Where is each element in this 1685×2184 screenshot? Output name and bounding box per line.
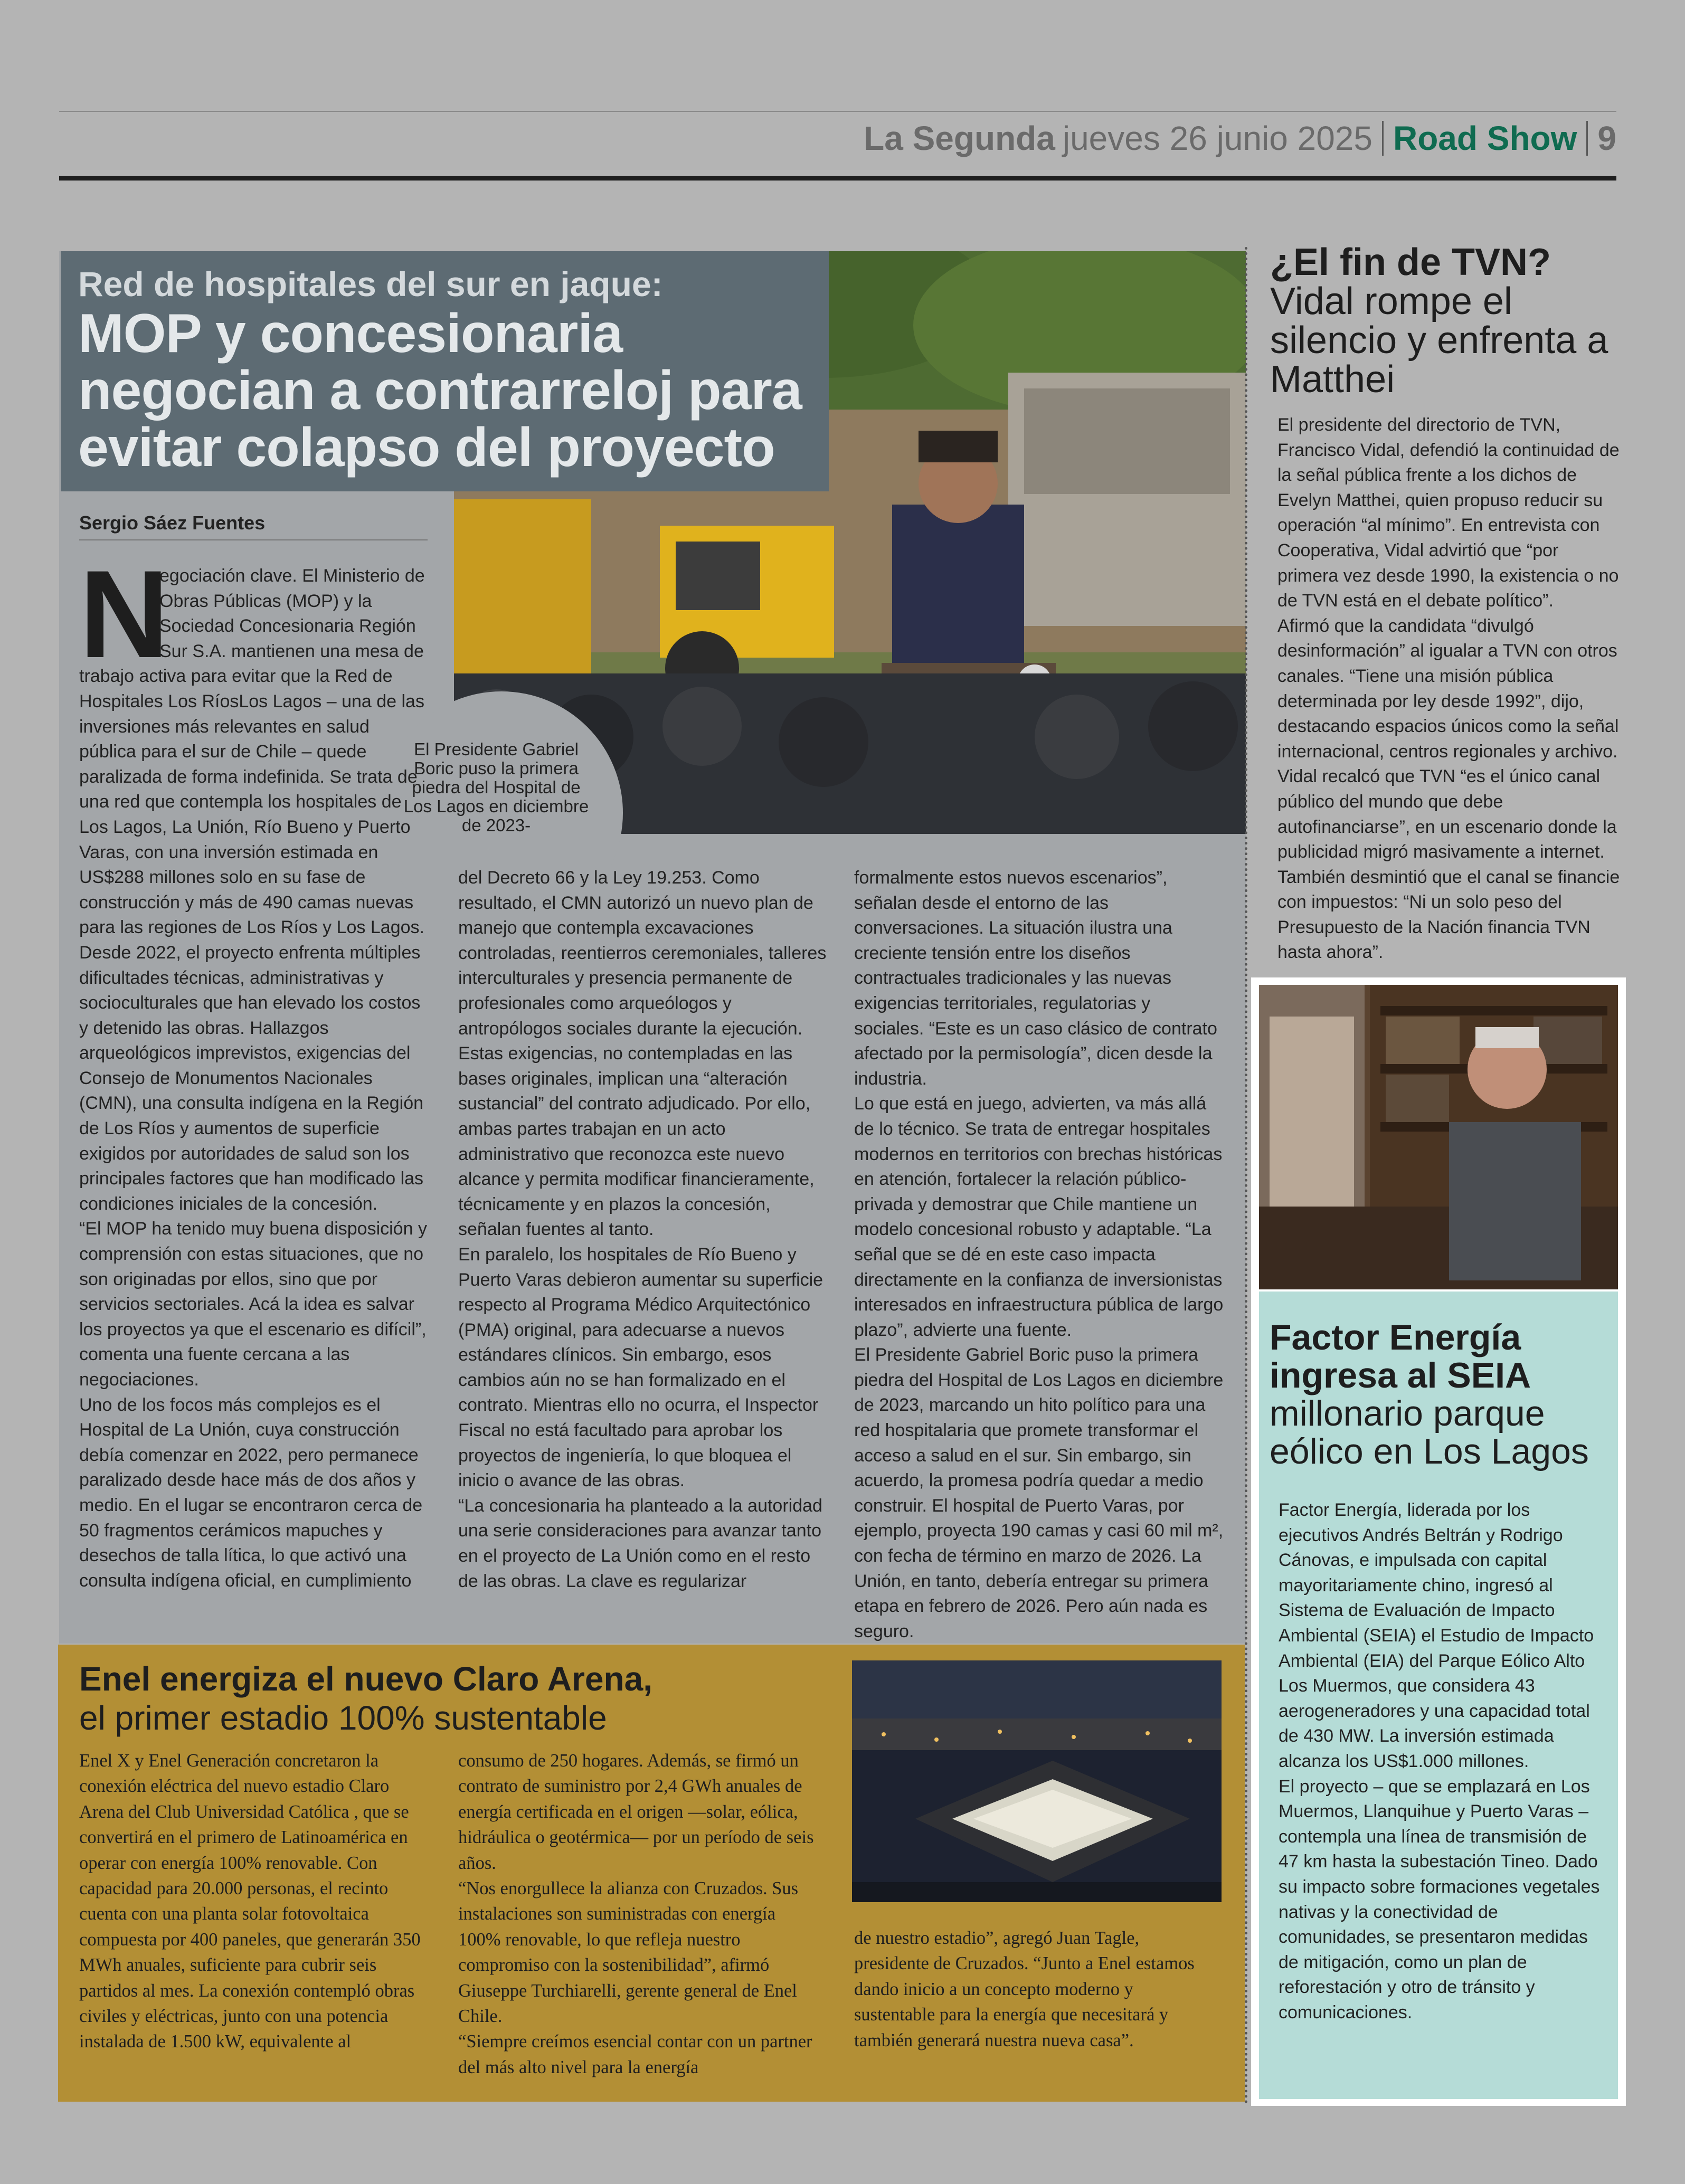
paragraph: Enel X y Enel Generación concretaron la conexión eléctrica del nuevo estadio Claro Arena del Club Universidad Católica , que se convertirá en el primero de Latinoamérica en operar con energía 100% renovable. Con capacidad para 20.000 personas, el recinto cuenta con una planta solar fotovoltaica compuesta por 400 paneles, que generarán 350 MWh anuales, suficiente para cubrir seis partidos al mes. La conexión contempló obras civiles y eléctricas, junto con una potencia instalada de 1.500 kW, equivalente al [79, 1751, 421, 2052]
paragraph: formalmente estos nuevos escenarios”, señalan desde el entorno de las conversaciones. La situación ilustra una creciente tensión entre los diseños contractuales tradicionales y las nuevas exigencias territoriales, regulatorias y sociales. “Este es un caso clásico de contrato afectado por la permisología”, dicen desde la industria. [854, 868, 1217, 1089]
factor-story-photo [1259, 985, 1618, 1289]
tvn-headline-rest: Vidal rompe el silencio y enfrenta a Matthei [1270, 280, 1608, 401]
enel-column-1 [79, 1748, 432, 2055]
dropcap-box [79, 545, 169, 684]
header-top-rule [59, 111, 1616, 112]
main-headline: MOP y concesionaria negocian a contrarreloj para evitar colapso del proyecto [78, 303, 802, 478]
paragraph: Vidal recalcó que TVN “es el único canal público del mundo que debe autofinanciarse”, en un escenario donde la publicidad migró masivamente a internet. También desmintió que el canal se financie con impuestos: “Ni un solo peso del Presupuesto de la Nación financia TVN hasta ahora”. [1277, 766, 1620, 963]
main-story-column-3 [854, 866, 1224, 1644]
header-bottom-rule [59, 176, 1616, 181]
paragraph: consumo de 250 hogares. Además, se firmó un contrato de suministro por 2,4 GWh anuales de energía certificada en el origen —solar, eólica, hidráulica o geotérmica— por un período de seis años. [458, 1751, 814, 1873]
header-divider [1586, 121, 1588, 156]
publication-name: La Segunda [864, 119, 1055, 157]
tvn-headline-bold: ¿El fin de TVN? [1270, 241, 1551, 283]
paragraph: El Presidente Gabriel Boric puso la primera piedra del Hospital de Los Lagos en diciembre de 2023, marcando un hito político para una red hospitalaria que promete transformar el acceso a salud en el sur. Sin embargo, sin acuerdo, la promesa podría quedar a medio construir. El hospital de Puerto Varas, por ejemplo, proyecta 190 camas y casi 60 mil m², con fecha de término en marzo de 2026. La Unión, en tanto, debería entregar su primera etapa en febrero de 2026. Pero aún nada es seguro. [854, 1345, 1224, 1641]
issue-date: jueves 26 junio 2025 [1062, 119, 1372, 157]
factor-headline-bold: Factor Energía ingresa al SEIA [1270, 1317, 1531, 1395]
enel-story-photo [852, 1660, 1222, 1902]
main-story-column-2 [458, 866, 828, 1594]
enel-headline-bold: Enel energiza el nuevo Claro Arena, [79, 1660, 652, 1698]
paragraph: Lo que está en juego, advierten, va más allá de lo técnico. Se trata de entregar hospitales modernos en territorios con brechas históricas en atención, fortalecer la relación público-privada y demostrar que Chile mantiene un modelo concesional robusto y adaptable. “La señal que se dé en este caso impacta directamente en la confianza de inversionistas interesados en infraestructura pública de largo plazo”, advierte una fuente. [854, 1094, 1224, 1340]
byline-rule [79, 539, 428, 540]
paragraph: “Siempre creímos esencial contar con un partner del más alto nivel para la energía [458, 2031, 812, 2077]
dropcap: N [79, 545, 169, 684]
paragraph: de nuestro estadio”, agregó Juan Tagle, presidente de Cruzados. “Junto a Enel estamos dando inicio a un concepto moderno y sustentable para la energía que necesitará y también generará nuestra nueva casa”. [854, 1928, 1195, 2050]
paragraph: Uno de los focos más complejos es el Hospital de La Unión, cuya construcción debía comenzar en 2022, pero permanece paralizado desde hace más de dos años y medio. En el lugar se encontraron cerca de 50 fragmentos cerámicos mapuches y desechos de talla lítica, lo que activó una consulta indígena oficial, en cumplimiento [79, 1394, 423, 1591]
paragraph: Desde 2022, el proyecto enfrenta múltiples dificultades técnicas, administrativas y socioculturales que han elevado los costos y detenido las obras. Hallazgos arqueológicos imprevistos, exigencias del Consejo de Monumentos Nacionales (CMN), una consulta indígena en la Región de Los Ríos y aumentos de superficie exigidos por autoridades de salud son los principales factores que han modificado las condiciones iniciales de la concesión. [79, 942, 424, 1214]
column-divider-dotted [1245, 247, 1247, 2105]
paragraph: “El MOP ha tenido muy buena disposición y comprensión con estas situaciones, que no son originadas por ellos, sino que por servicios sectoriales. Acá la idea es salvar los proyectos ya que el escenario es difícil”, comenta una fuente cercana a las negociaciones. [79, 1219, 427, 1390]
paragraph: En paralelo, los hospitales de Río Bueno y Puerto Varas debieron aumentar su superficie respecto al Programa Médico Arquitectónico (PMA) original, para adecuarse a nuevos estándares clínicos. Sin embargo, esos cambios aún no se han formalizado en el contrato. Mientras ello no ocurra, el Inspector Fiscal no está facultado para aprobar los proyectos de ingeniería, lo que bloquea el inicio o avance de las obras. [458, 1244, 823, 1491]
page-header [864, 117, 1616, 159]
page-number: 9 [1597, 119, 1616, 157]
enel-headline-rest: el primer estadio 100% sustentable [79, 1699, 607, 1737]
header-divider [1382, 121, 1384, 156]
paragraph: egociación clave. El Ministerio de Obras Públicas (MOP) y la Sociedad Concesionaria Región Sur S.A. mantienen una mesa de trabajo activa para evitar que la Red de Hospitales Los RíosLos Lagos – una de las inversiones más relevantes en salud pública para el sur de Chile – quede paralizada de forma indefinida. Se trata de una red que contempla los hospitales de Los Lagos, La Unión, Río Bueno y Puerto Varas, con una inversión estimada en US$288 millones solo en su fase de construcción y más de 490 camas nuevas para las regiones de Los Ríos y Los Lagos. [79, 566, 425, 938]
paragraph: “La concesionaria ha planteado a la autoridad una serie consideraciones para avanzar tanto en el proyecto de La Unión como en el resto de las obras. La clave es regularizar [458, 1495, 822, 1591]
tvn-headline [1270, 243, 1640, 399]
paragraph: Factor Energía, liderada por los ejecutivos Andrés Beltrán y Rodrigo Cánovas, e impulsada con capital mayoritariamente chino, ingresó al Sistema de Evaluación de Impacto Ambiental (SEIA) el Estudio de Impacto Ambiental (EIA) del Parque Eólico Alto Los Muermos, que considera 43 aerogeneradores y una capacidad total de 430 MW. La inversión estimada alcanza los US$1.000 millones. [1279, 1500, 1594, 1771]
factor-headline [1270, 1318, 1613, 1470]
photo-caption: El Presidente Gabriel Boric puso la primera piedra del Hospital de Los Lagos en diciembre de 2023- [403, 739, 589, 835]
paragraph: El presidente del directorio de TVN, Francisco Vidal, defendió la continuidad de la señal pública frente a los dichos de Evelyn Matthei, quien propuso reducir su operación “al mínimo”. En entrevista con Cooperativa, Vidal advirtió que “por primera vez desde 1990, la existencia o no de TVN está en el debate político”. [1277, 415, 1620, 611]
byline: Sergio Sáez Fuentes [79, 512, 266, 534]
paragraph: Afirmó que la candidata “divulgó desinformación” al igualar a TVN con otros canales. “Tiene una misión pública determinada por ley desde 1992”, dijo, destacando espacios únicos como la señal internacional, centros regionales y archivo. [1277, 615, 1619, 762]
enel-column-3 [854, 1925, 1218, 2053]
paragraph: del Decreto 66 y la Ley 19.253. Como resultado, el CMN autorizó un nuevo plan de manejo que contempla excavaciones controladas, reentierros ceremoniales, talleres interculturales y presencia permanente de profesionales como arqueólogos y antropólogos sociales durante la ejecución. [458, 868, 827, 1039]
tvn-body [1277, 413, 1621, 965]
enel-headline [79, 1659, 845, 1737]
enel-column-2 [458, 1748, 822, 2080]
main-story-column-1 [79, 545, 431, 1593]
main-kicker: Red de hospitales del sur en jaque: [78, 264, 663, 303]
section-name: Road Show [1393, 119, 1577, 157]
paragraph: El proyecto – que se emplazará en Los Muermos, Llanquihue y Puerto Varas – contempla una línea de transmisión de 47 km hasta la subestación Tineo. Dado su impacto sobre formaciones vegetales nativas y la conectividad de comunidades, se presentaron medidas de mitigación, como un plan de reforestación y otro de tránsito y comunicaciones. [1279, 1776, 1600, 2022]
factor-headline-rest: millonario parque eólico en Los Lagos [1270, 1393, 1589, 1471]
paragraph: Estas exigencias, no contempladas en las bases originales, implican una “alteración sustancial” del contrato adjudicado. Por ello, ambas partes trabajan en un acto administrativo que reconozca este nuevo alcance y permita modificar financieramente, técnicamente y en plazos la concesión, señalan fuentes al tanto. [458, 1043, 815, 1240]
factor-body [1279, 1498, 1606, 2025]
paragraph: “Nos enorgullece la alianza con Cruzados. Sus instalaciones son suministradas con energía 100% renovable, lo que refleja nuestro compromiso con la sostenibilidad”, afirmó Giuseppe Turchiarelli, gerente general de Enel Chile. [458, 1878, 799, 2027]
